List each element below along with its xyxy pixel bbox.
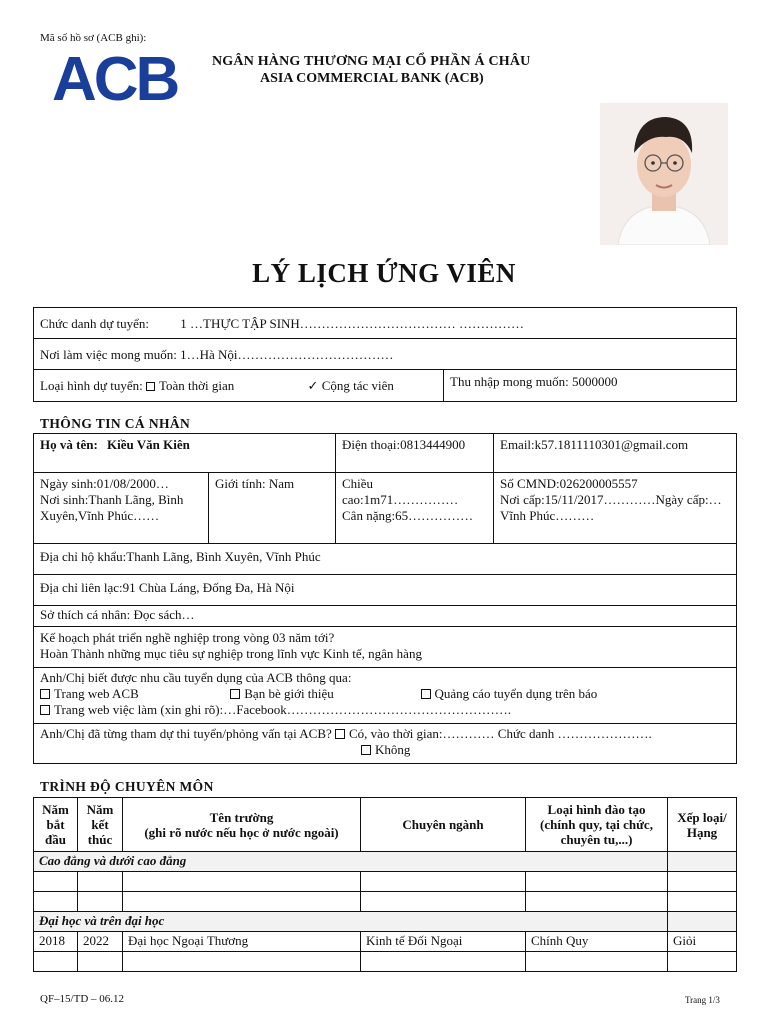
hobbies[interactable]: Sở thích cá nhân: Đọc sách… bbox=[34, 606, 737, 627]
section-title-education: TRÌNH ĐỘ CHUYÊN MÔN bbox=[40, 779, 214, 794]
table-cell bbox=[668, 912, 737, 932]
source-question: Anh/Chị biết được nhu cầu tuyển dụng của ACB thông qua: bbox=[40, 670, 352, 685]
school-name[interactable]: Đại học Ngoại Thương bbox=[123, 932, 361, 952]
bank-name-vietnamese: NGÂN HÀNG THƯƠNG MẠI CỔ PHẦN Á CHÂU bbox=[212, 54, 531, 69]
fulltime-label: Toàn thời gian bbox=[158, 378, 235, 393]
rank[interactable]: Giỏi bbox=[668, 932, 737, 952]
table-cell[interactable] bbox=[526, 872, 668, 892]
source-ads-label: Quảng cáo tuyển dụng trên báo bbox=[434, 686, 598, 701]
education-table bbox=[33, 797, 737, 972]
type-row bbox=[34, 370, 444, 402]
prior-interview-cell bbox=[34, 724, 737, 764]
start-year[interactable]: 2018 bbox=[34, 932, 78, 952]
location-label: Nơi làm việc mong muốn: bbox=[40, 347, 177, 362]
source-friend-label: Bạn bè giới thiệu bbox=[244, 686, 334, 701]
table-row bbox=[34, 872, 737, 892]
source-web-checkbox[interactable] bbox=[40, 689, 50, 699]
col-school-title: Tên trường bbox=[209, 809, 274, 825]
col-start-year: Năm bắt đầu bbox=[34, 798, 78, 852]
table-cell[interactable] bbox=[361, 892, 526, 912]
table-cell[interactable] bbox=[361, 872, 526, 892]
table-cell[interactable] bbox=[34, 872, 78, 892]
source-jobsite-checkbox[interactable] bbox=[40, 705, 50, 715]
bank-name-english: ASIA COMMERCIAL BANK (ACB) bbox=[260, 71, 484, 86]
permanent-address[interactable]: Địa chỉ hộ khẩu:Thanh Lãng, Bình Xuyên, Vĩnh Phúc bbox=[34, 544, 737, 575]
height-value[interactable]: Chiều cao:1m71…………… bbox=[342, 476, 459, 507]
source-ads-checkbox[interactable] bbox=[421, 689, 431, 699]
personal-info-table bbox=[33, 433, 737, 764]
career-plan-cell bbox=[34, 627, 737, 668]
position-value[interactable]: 1 …THỰC TẬP SINH……………………………… …………… bbox=[180, 316, 525, 331]
table-cell[interactable] bbox=[123, 892, 361, 912]
income-label: Thu nhập mong muốn: bbox=[450, 374, 569, 389]
file-code-label: Mã số hồ sơ (ACB ghi): bbox=[40, 32, 147, 44]
collab-check-icon[interactable]: ✓ bbox=[307, 378, 319, 393]
birth-cell bbox=[34, 473, 209, 544]
table-cell[interactable] bbox=[526, 892, 668, 912]
prior-question: Anh/Chị đã từng tham dự thi tuyển/phỏng vấn tại ACB? bbox=[40, 726, 332, 741]
location-row bbox=[34, 339, 737, 370]
table-row bbox=[34, 952, 737, 972]
table-cell[interactable] bbox=[78, 892, 123, 912]
career-plan-answer[interactable]: Hoàn Thành những mục tiêu sự nghiệp trong lĩnh vực Kinh tế, ngân hàng bbox=[40, 646, 422, 661]
table-row bbox=[34, 892, 737, 912]
end-year[interactable]: 2022 bbox=[78, 932, 123, 952]
body-cell bbox=[336, 473, 494, 544]
col-training-type bbox=[526, 798, 668, 852]
table-cell[interactable] bbox=[34, 892, 78, 912]
col-school bbox=[123, 798, 361, 852]
career-plan-question: Kế hoạch phát triển nghề nghiệp trong vòng 03 năm tới? bbox=[40, 630, 335, 645]
name-value[interactable]: Kiều Văn Kiên bbox=[107, 437, 190, 452]
source-friend-checkbox[interactable] bbox=[230, 689, 240, 699]
group-college-label: Cao đẳng và dưới cao đẳng bbox=[34, 852, 668, 872]
id-issue[interactable]: Nơi cấp:15/11/2017…………Ngày cấp:…Vĩnh Phúc……… bbox=[500, 492, 722, 523]
table-cell bbox=[668, 852, 737, 872]
major[interactable]: Kinh tế Đối Ngoại bbox=[361, 932, 526, 952]
candidate-photo bbox=[600, 103, 728, 245]
fulltime-checkbox[interactable] bbox=[146, 382, 155, 391]
table-row bbox=[34, 932, 737, 952]
gender-cell[interactable]: Giới tính: Nam bbox=[209, 473, 336, 544]
income-cell bbox=[444, 370, 737, 402]
prior-yes-checkbox[interactable] bbox=[335, 729, 345, 739]
income-value[interactable]: 5000000 bbox=[572, 374, 618, 389]
table-cell[interactable] bbox=[361, 952, 526, 972]
table-cell[interactable] bbox=[668, 872, 737, 892]
col-major: Chuyên ngành bbox=[361, 798, 526, 852]
id-number[interactable]: Số CMND:026200005557 bbox=[500, 476, 638, 491]
position-row bbox=[34, 308, 737, 339]
acb-logo bbox=[52, 52, 192, 109]
table-cell[interactable] bbox=[668, 892, 737, 912]
weight-value[interactable]: Cân nặng:65…………… bbox=[342, 508, 474, 523]
prior-no-checkbox[interactable] bbox=[361, 745, 371, 755]
table-cell[interactable] bbox=[123, 872, 361, 892]
contact-address[interactable]: Địa chỉ liên lạc:91 Chùa Láng, Đống Đa, Hà Nội bbox=[34, 575, 737, 606]
page-title: LÝ LỊCH ỨNG VIÊN bbox=[252, 258, 516, 288]
phone-cell[interactable]: Điện thoại:0813444900 bbox=[336, 434, 494, 473]
type-label: Loại hình dự tuyển: bbox=[40, 378, 143, 393]
section-title-personal: THÔNG TIN CÁ NHÂN bbox=[40, 416, 191, 431]
position-label: Chức danh dự tuyển: bbox=[40, 316, 150, 331]
col-school-note: (ghi rõ nước nếu học ở nước ngoài) bbox=[144, 824, 339, 840]
source-jobsite-value[interactable]: Trang web việc làm (xin ghi rõ):…Facebook……………………………………………. bbox=[54, 702, 511, 717]
prior-yes-label[interactable]: Có, vào thời gian:………… Chức danh …………………. bbox=[349, 726, 652, 741]
page-number: Trang 1/3 bbox=[685, 995, 720, 1005]
table-cell[interactable] bbox=[34, 952, 78, 972]
col-end-year: Năm kết thúc bbox=[78, 798, 123, 852]
table-cell[interactable] bbox=[123, 952, 361, 972]
dob-value[interactable]: Ngày sinh:01/08/2000… bbox=[40, 476, 169, 491]
table-cell[interactable] bbox=[668, 952, 737, 972]
logo-text: ACB bbox=[52, 52, 178, 104]
location-value[interactable]: 1…Hà Nội……………………………… bbox=[180, 347, 394, 362]
col-type-note: (chính quy, tại chức, chuyên tu,...) bbox=[540, 817, 653, 847]
source-web-label: Trang web ACB bbox=[54, 686, 139, 701]
table-cell[interactable] bbox=[526, 952, 668, 972]
table-cell[interactable] bbox=[78, 872, 123, 892]
recruitment-source-cell bbox=[34, 668, 737, 724]
name-label: Họ và tên: bbox=[40, 437, 98, 452]
email-cell[interactable]: Email:k57.1811110301@gmail.com bbox=[494, 434, 737, 473]
training-type[interactable]: Chính Quy bbox=[526, 932, 668, 952]
collab-label: Cộng tác viên bbox=[321, 378, 394, 393]
group-university-label: Đại học và trên đại học bbox=[34, 912, 668, 932]
form-code: QF–15/TD – 06.12 bbox=[40, 993, 125, 1005]
table-cell[interactable] bbox=[78, 952, 123, 972]
id-cell bbox=[494, 473, 737, 544]
col-type-title: Loại hình đào tạo bbox=[547, 802, 646, 817]
name-cell bbox=[34, 434, 336, 473]
prior-no-label: Không bbox=[375, 742, 411, 757]
birthplace-value[interactable]: Nơi sinh:Thanh Lãng, Bình Xuyên,Vĩnh Phúc…… bbox=[40, 492, 184, 523]
col-rank: Xếp loại/ Hạng bbox=[668, 798, 737, 852]
application-table bbox=[33, 307, 737, 402]
